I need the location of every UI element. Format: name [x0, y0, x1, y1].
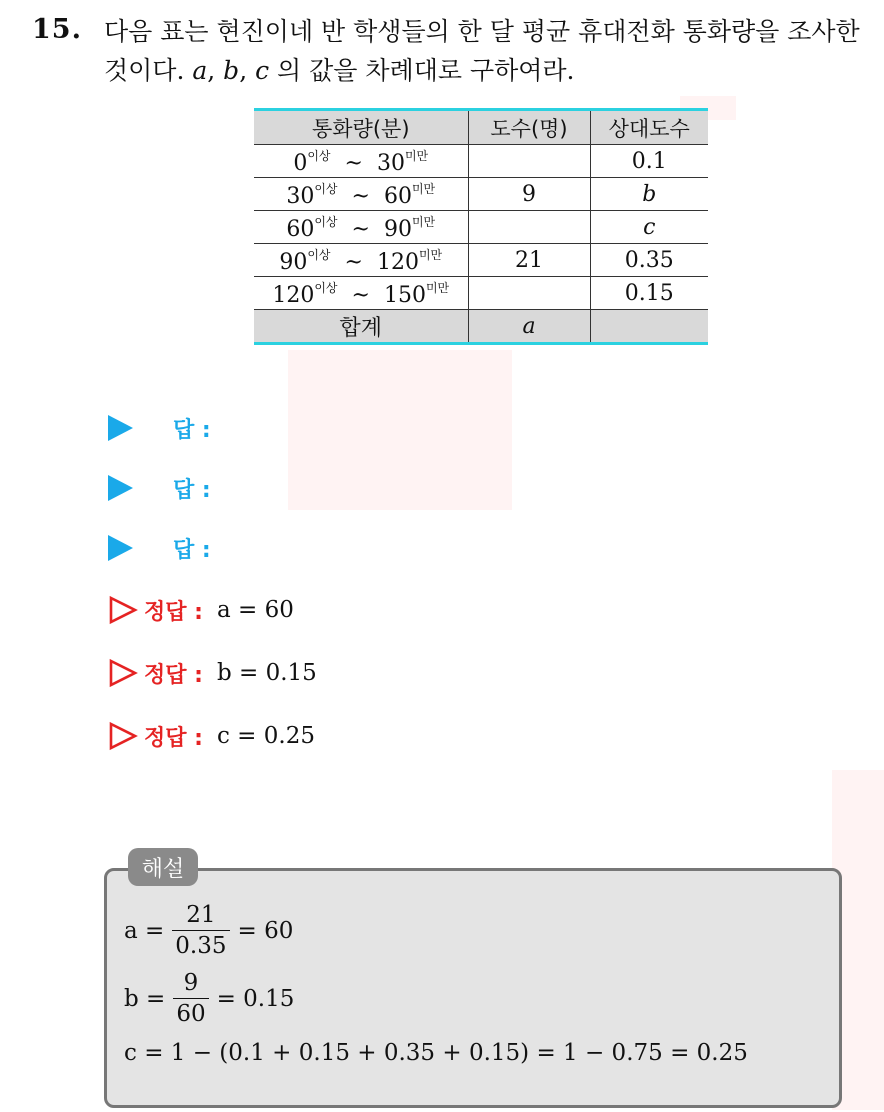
- solution-label: 정답 :: [144, 662, 203, 688]
- solution-row: [108, 716, 315, 756]
- frequency-cell: [468, 145, 590, 178]
- frequency-cell: 21: [468, 244, 590, 277]
- range-cell: $120^{이상}$ ~ $150^{미만}$: [272, 280, 450, 308]
- answer-row[interactable]: [108, 468, 211, 508]
- solution-value: b = 0.15: [216, 660, 317, 686]
- frequency-cell: [468, 211, 590, 244]
- relative-frequency-cell: b: [590, 178, 708, 211]
- question-line-2: 것이다. a, b, c 의 값을 차례대로 구하여라.: [104, 56, 575, 85]
- triangle-bullet-icon: [108, 535, 133, 561]
- header-relative-frequency: 상대도수: [590, 110, 708, 145]
- header-frequency: 도수(명): [468, 110, 590, 145]
- total-label: 합계: [254, 310, 468, 344]
- solution-label: 정답 :: [144, 725, 203, 751]
- table-row: [254, 244, 708, 277]
- triangle-bullet-icon: [108, 475, 133, 501]
- answer-row[interactable]: [108, 528, 211, 568]
- solution-value: c = 0.25: [216, 723, 315, 749]
- solution-label: 정답 :: [144, 599, 203, 625]
- question-text: [104, 12, 874, 90]
- frequency-cell: 9: [468, 178, 590, 211]
- relative-frequency-cell: 0.15: [590, 277, 708, 310]
- range-cell: $30^{이상}$ ~ $60^{미만}$: [286, 181, 436, 209]
- explanation-equation-b: b = $\frac{9}{60}$ = 0.15: [124, 970, 295, 1027]
- outline-triangle-icon: [108, 658, 138, 688]
- range-cell: $60^{이상}$ ~ $90^{미만}$: [286, 214, 436, 242]
- table-row: [254, 178, 708, 211]
- total-frequency: a: [468, 310, 590, 344]
- question-number: 15.: [32, 14, 82, 45]
- solution-row: [108, 653, 317, 693]
- range-cell: $90^{이상}$ ~ $120^{미만}$: [279, 247, 443, 275]
- frequency-cell: [468, 277, 590, 310]
- answer-label: 답 :: [173, 477, 211, 503]
- table-row: [254, 145, 708, 178]
- answer-label: 답 :: [173, 537, 211, 563]
- table-total-row: [254, 310, 708, 344]
- outline-triangle-icon: [108, 595, 138, 625]
- range-cell: $0^{이상}$ ~ $30^{미만}$: [293, 148, 429, 176]
- solution-value: a = 60: [216, 597, 294, 623]
- table-row: [254, 211, 708, 244]
- background-tint: [288, 350, 512, 510]
- fraction: $\frac{21}{0.35}$: [172, 902, 229, 959]
- answer-label: 답 :: [173, 417, 211, 443]
- relative-frequency-cell: 0.35: [590, 244, 708, 277]
- fraction: $\frac{9}{60}$: [173, 970, 208, 1027]
- relative-frequency-cell: 0.1: [590, 145, 708, 178]
- triangle-bullet-icon: [108, 415, 133, 441]
- explanation-title: 해설: [128, 848, 198, 886]
- relative-frequency-cell: c: [590, 211, 708, 244]
- table-row: [254, 277, 708, 310]
- total-relative-frequency: [590, 310, 708, 344]
- frequency-table: [254, 108, 708, 345]
- outline-triangle-icon: [108, 721, 138, 751]
- explanation-equation-c: c = 1 − (0.1 + 0.15 + 0.35 + 0.15) = 1 − 0.75 = 0.25: [124, 1040, 748, 1066]
- explanation-equation-a: a = $\frac{21}{0.35}$ = 60: [124, 902, 294, 959]
- answer-row[interactable]: [108, 408, 211, 448]
- header-call-time: 통화량(분): [254, 110, 468, 145]
- question-line-1: 다음 표는 현진이네 반 학생들의 한 달 평균 휴대전화 통화량을 조사한: [104, 17, 860, 46]
- solution-row: [108, 590, 294, 630]
